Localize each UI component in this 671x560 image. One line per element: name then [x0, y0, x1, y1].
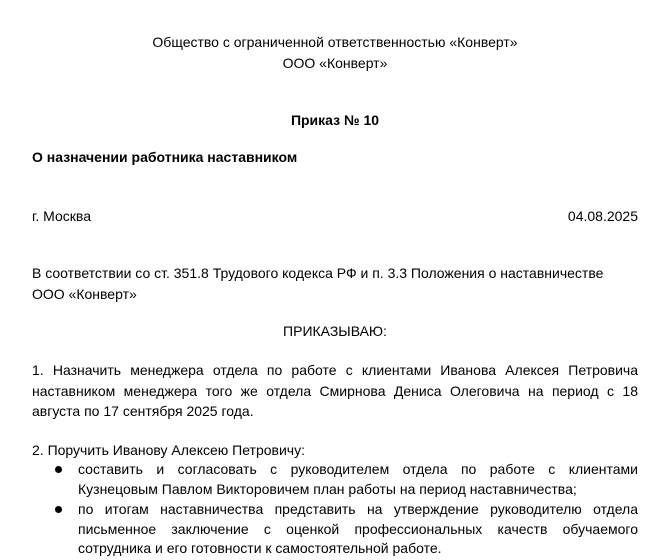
order-subject: О назначении работника наставником — [32, 149, 298, 165]
bullet-line: сотрудника и его готовности к самостоятельной работе. — [78, 540, 442, 556]
org-full-name: Общество с ограниченной ответственностью «Конверт» — [152, 34, 518, 50]
org-short-name: ООО «Конверт» — [282, 54, 388, 71]
place-date-row — [32, 206, 638, 227]
bullet-item — [78, 460, 638, 499]
basis-paragraph — [32, 263, 638, 304]
item-1-line: наставником менеджера того же отдела Смирнова Дениса Олеговича на период с 18 — [32, 382, 638, 399]
item-1-line: 1. Назначить менеджера отдела по работе с клиентами Иванова Алексея Петровича — [32, 362, 638, 378]
city: г. Москва — [32, 208, 91, 224]
item-2-lead: 2. Поручить Иванову Алексею Петровичу: — [32, 442, 305, 458]
organization-header — [32, 32, 638, 73]
bullet-line: составить и согласовать с руководителем отдела по работе с клиентами — [78, 461, 638, 477]
item-1-line: августа по 17 сентября 2025 года. — [32, 403, 254, 419]
bullet-icon — [55, 506, 62, 513]
basis-line: В соответствии со ст. 351.8 Трудового кодекса РФ и п. 3.3 Положения о наставничестве — [32, 265, 604, 281]
order-word: ПРИКАЗЫВАЮ: — [283, 323, 387, 339]
bullet-item — [78, 500, 638, 559]
bullet-line: Кузнецовым Павлом Викторовичем план работы на период наставничества; — [78, 480, 577, 497]
basis-line: ООО «Конверт» — [32, 285, 137, 302]
bullet-line: письменное заключение с оценкой профессиональных качеств обучаемого — [78, 520, 638, 537]
order-date: 04.08.2025 — [567, 208, 638, 224]
bullet-icon — [55, 466, 62, 473]
order-title: Приказ № 10 — [290, 112, 380, 128]
bullet-line: по итогам наставничества представить на утверждение руководителю отдела — [78, 501, 638, 517]
item-1 — [32, 360, 638, 422]
